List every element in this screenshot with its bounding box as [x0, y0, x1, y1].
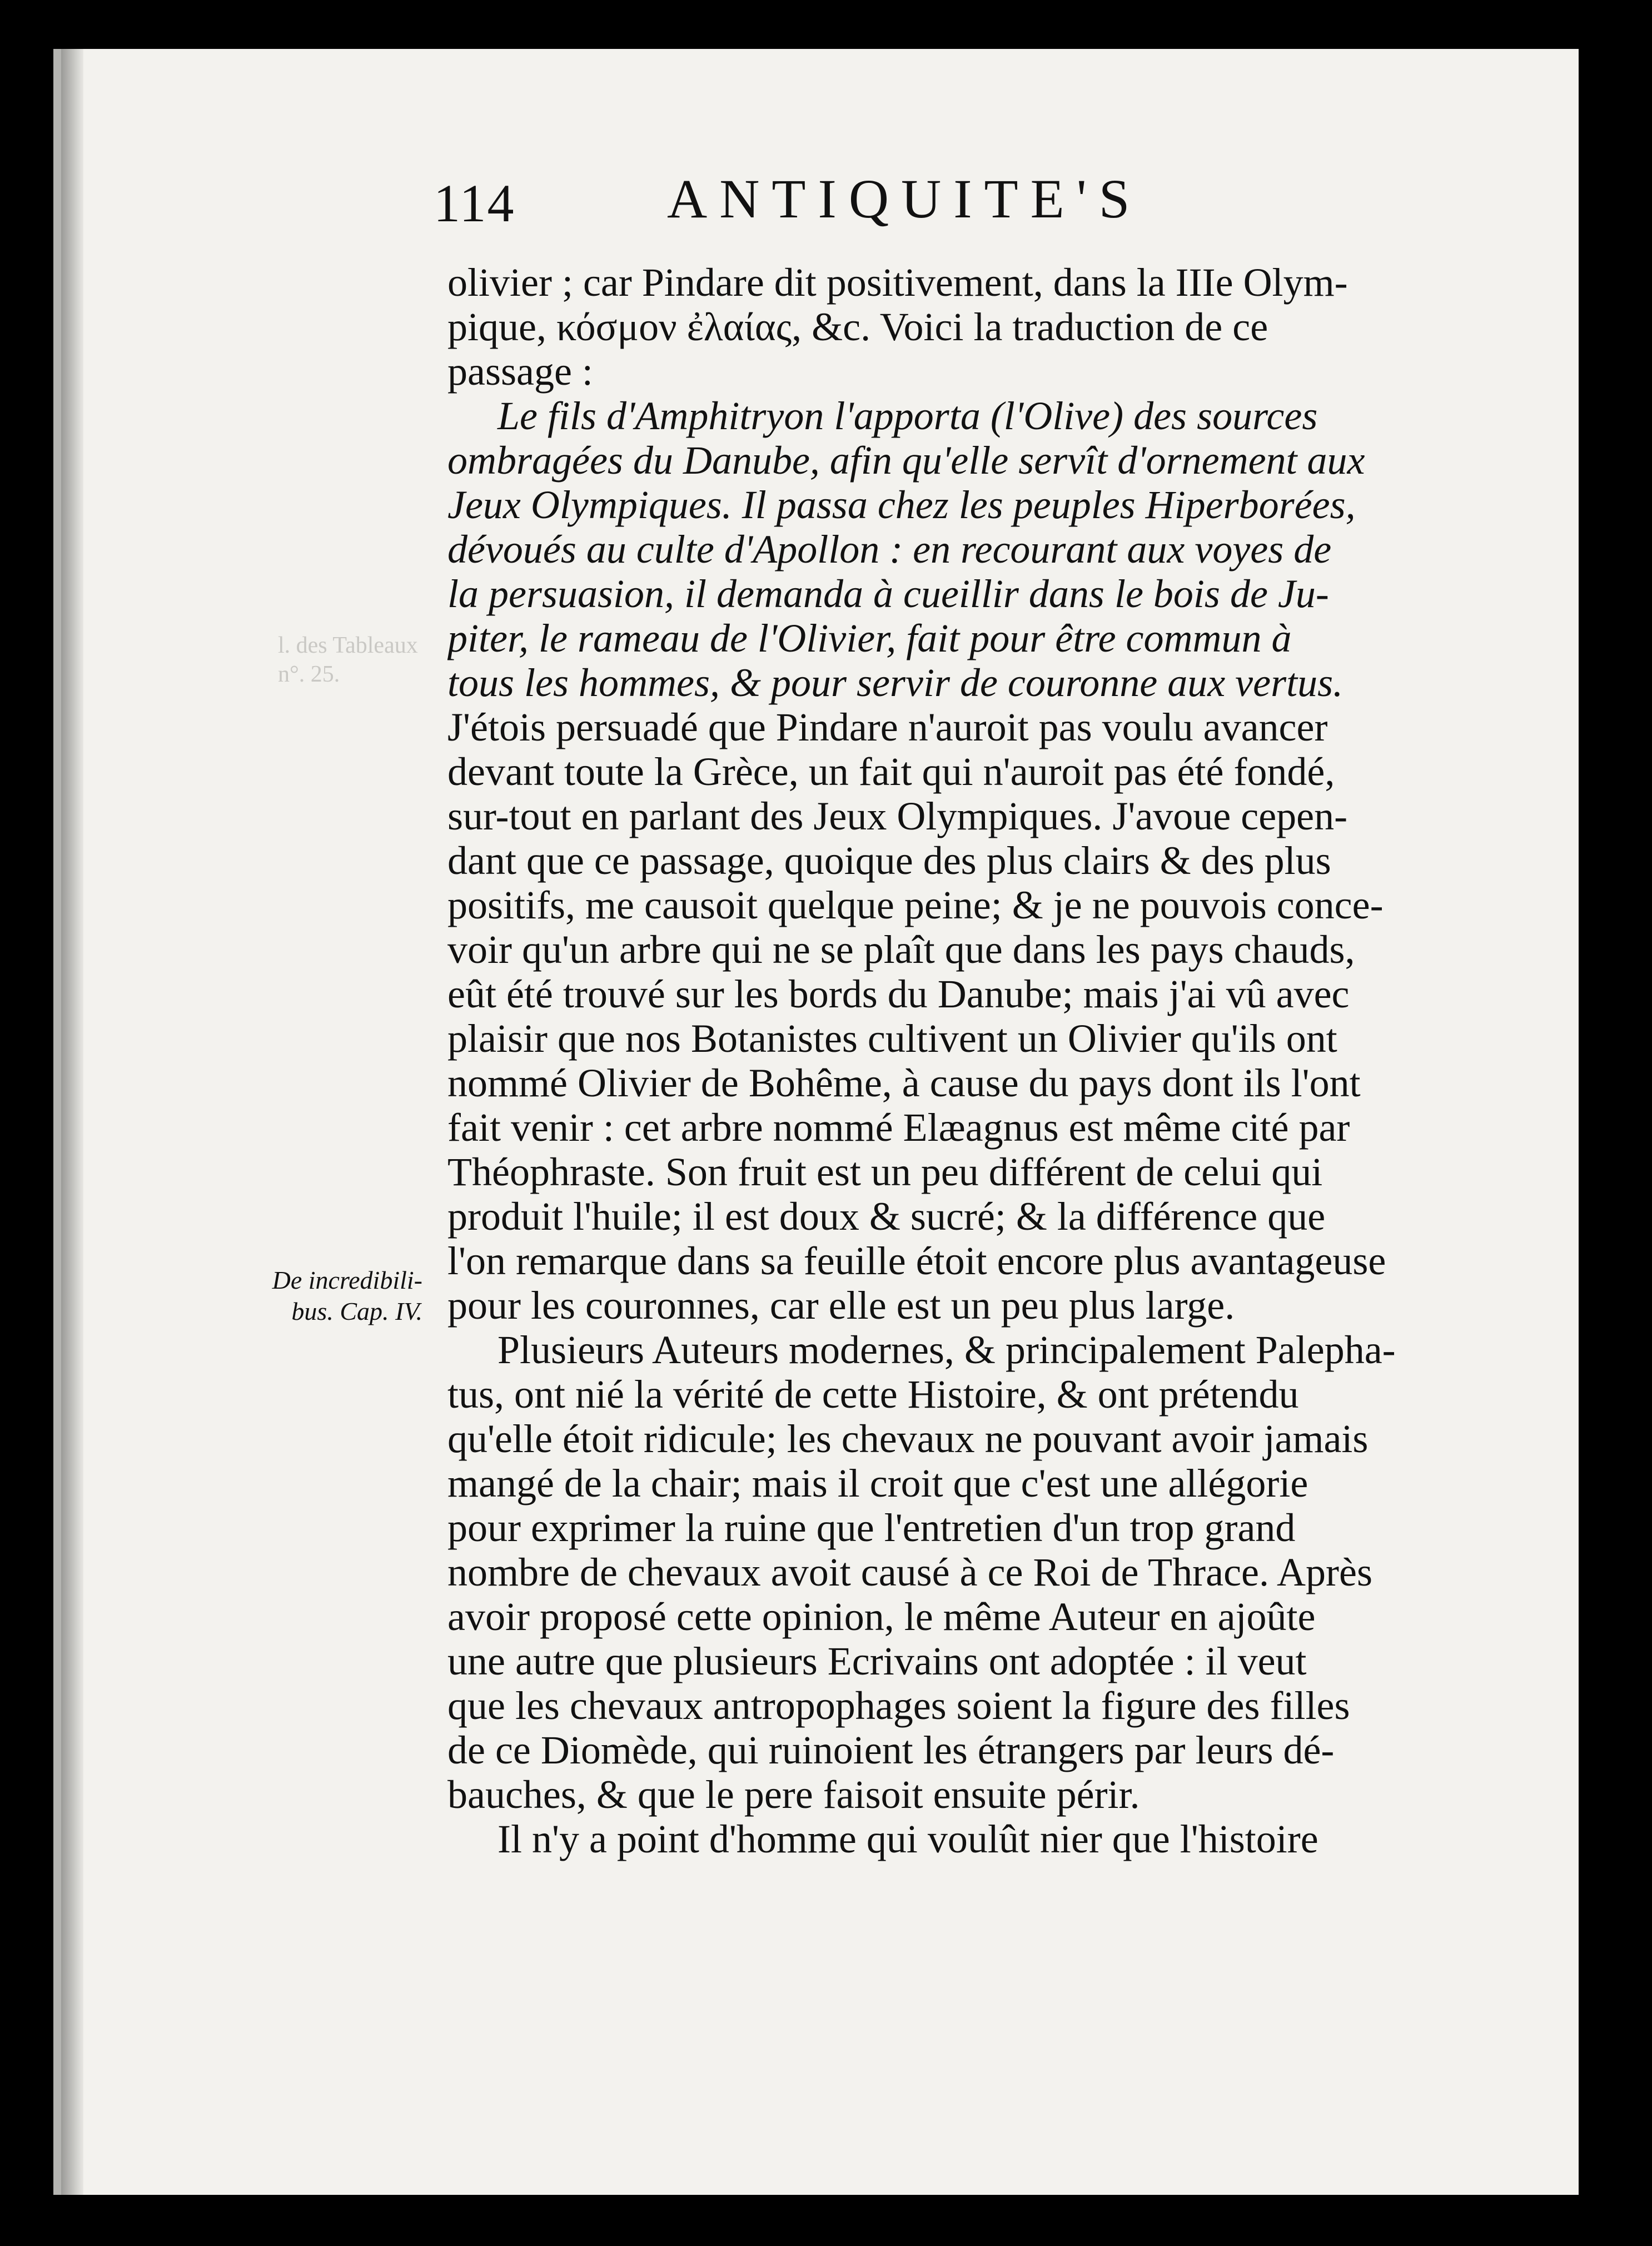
text-line: nombre de chevaux avoit causé à ce Roi de Thrace. Après: [447, 1550, 1372, 1594]
bleed-through-line: n°. 25.: [278, 662, 340, 687]
text-line: Jeux Olympiques. Il passa chez les peuples Hiperborées,: [447, 483, 1356, 527]
text-line: sur-tout en parlant des Jeux Olympiques. J'avoue cepen-: [447, 794, 1348, 838]
text-line: pique, κόσμον ἐλαίας, &c. Voici la traduction de ce: [447, 305, 1268, 349]
text-line: piter, le rameau de l'Olivier, fait pour être commun à: [447, 616, 1292, 660]
page-header: [434, 167, 1434, 245]
margin-note: [189, 1265, 422, 1327]
text-line: tous les hommes, & pour servir de couronne aux vertus.: [447, 660, 1344, 705]
text-line: pour les couronnes, car elle est un peu plus large.: [447, 1283, 1235, 1328]
text-line: dévoués au culte d'Apollon : en recourant aux voyes de: [447, 527, 1332, 572]
page-gutter: [61, 49, 83, 2195]
text-line: que les chevaux antropophages soient la figure des filles: [447, 1683, 1350, 1728]
text-line: pour exprimer la ruine que l'entretien d'un trop grand: [447, 1505, 1296, 1550]
text-line: qu'elle étoit ridicule; les chevaux ne pouvant avoir jamais: [447, 1417, 1369, 1461]
bleed-through-margin-note: [278, 631, 418, 689]
text-line: olivier ; car Pindare dit positivement, dans la IIIe Olym-: [447, 260, 1348, 305]
page-number: 114: [434, 173, 515, 233]
margin-note-line: bus. Cap. IV.: [291, 1297, 422, 1325]
text-line: positifs, me causoit quelque peine; & je ne pouvois conce-: [447, 883, 1384, 927]
text-line: plaisir que nos Botanistes cultivent un Olivier qu'ils ont: [447, 1016, 1337, 1061]
text-line: voir qu'un arbre qui ne se plaît que dans les pays chauds,: [447, 927, 1355, 972]
text-line: dant que ce passage, quoique des plus clairs & des plus: [447, 838, 1331, 883]
text-line: Théophraste. Son fruit est un peu différent de celui qui: [447, 1150, 1323, 1194]
body-text: [447, 260, 1420, 1861]
text-line: nommé Olivier de Bohême, à cause du pays dont ils l'ont: [447, 1061, 1361, 1105]
text-line: J'étois persuadé que Pindare n'auroit pas voulu avancer: [447, 705, 1328, 749]
text-line: avoir proposé cette opinion, le même Auteur en ajoûte: [447, 1594, 1316, 1639]
running-head: ANTIQUITE'S: [667, 168, 1142, 230]
text-line: Le fils d'Amphitryon l'apporta (l'Olive) des sources: [497, 394, 1318, 438]
text-line: tus, ont nié la vérité de cette Histoire, & ont prétendu: [447, 1372, 1299, 1417]
text-line: la persuasion, il demanda à cueillir dans le bois de Ju-: [447, 572, 1329, 616]
text-line: de ce Diomède, qui ruinoient les étrangers par leurs dé-: [447, 1728, 1335, 1772]
text-line: devant toute la Grèce, un fait qui n'auroit pas été fondé,: [447, 749, 1335, 794]
text-line: l'on remarque dans sa feuille étoit encore plus avantageuse: [447, 1239, 1386, 1283]
text-line: produit l'huile; il est doux & sucré; & la différence que: [447, 1194, 1326, 1239]
text-line: passage :: [447, 349, 593, 394]
text-line: ombragées du Danube, afin qu'elle servît d'ornement aux: [447, 438, 1365, 483]
text-line: une autre que plusieurs Ecrivains ont adoptée : il veut: [447, 1639, 1307, 1683]
text-line: fait venir : cet arbre nommé Elæagnus est même cité par: [447, 1105, 1350, 1150]
text-line: Il n'y a point d'homme qui voulût nier que l'histoire: [497, 1817, 1318, 1861]
text-line: eût été trouvé sur les bords du Danube; mais j'ai vû avec: [447, 972, 1350, 1016]
margin-note-line: De incredibili-: [272, 1266, 422, 1294]
text-line: bauches, & que le pere faisoit ensuite périr.: [447, 1772, 1140, 1817]
text-line: mangé de la chair; mais il croit que c'est une allégorie: [447, 1461, 1308, 1505]
bleed-through-line: l. des Tableaux: [278, 633, 418, 658]
text-line: Plusieurs Auteurs modernes, & principalement Palepha-: [497, 1328, 1396, 1372]
